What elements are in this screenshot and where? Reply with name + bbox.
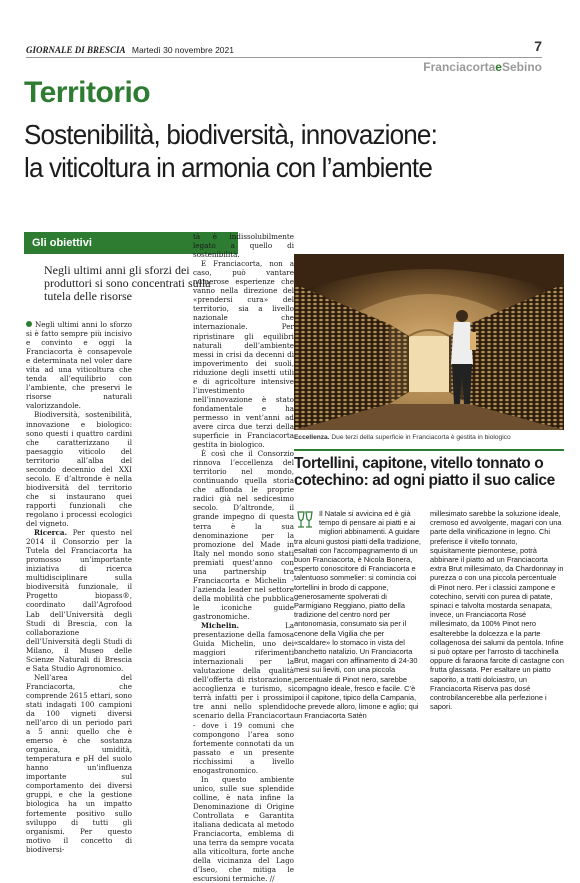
sidebar-text-1: Il Natale si avvicina ed è già tempo di pensare ai piatti e ai migliori abbinamenti. A guidare tra alcuni gustosi piatti della tradizione, esaltati con l’accompagnamento di un buon Franciacorta, è Nicola Bonera, esperto conoscitore di Franciacorta e talentuoso sommelier: si comincia coi tortellini in brodo di cappone, generosamente spolverati di Parmigiano Reggiano, piatto della tradizione del centro nord per antonomasia, consumato sia per il cenone della Vigilia che per «scaldare» lo stomaco in vista del banchetto natalizio. Un Franciacorta Brut, magari con affinamento di 24-30 mesi sui lieviti, con una piccola percentuale di Pinot nero, sarebbe compagno ideale, fresco e facile. C’è poi il capitone, tipico della Campania, che prevede alloro, limone e aglio; qui un Franciacorta Satèn <box>294 509 421 721</box>
sidebar-column-2 <box>430 509 564 711</box>
article-column-2 <box>193 232 294 883</box>
cellar-photo <box>294 254 564 430</box>
wine-cellar-illustration <box>294 254 564 430</box>
sidebar-column-1 <box>294 509 422 721</box>
headline-line-1: Sostenibilità, biodiversità, innovazione: <box>24 119 437 150</box>
wine-glass-icon <box>294 510 316 530</box>
headline <box>24 118 526 184</box>
paragraph: In questo ambiente unico, sulle sue splendide colline, è nata infine la Denominazione di Origine Controllata e Garantita italiana dedicata al metodo Franciacorta, emblema di una terra da sempre vocata alla viticoltura, forte anche della vicinanza del Lago d’Iseo, che mitiga le escursioni termiche. // <box>193 774 294 883</box>
bullet-dot-icon <box>26 321 32 327</box>
paragraph: E Franciacorta, non a caso, può vantare numerose esperienze che vanno nella direzione del «prendersi cura» del territorio, sia a livello nazionale che internazionale. Per ripristinare gli equilibri naturali dell’ambiente messi in crisi da decenni di impoverimento dei suoli, riduzione degli insetti utili e di agricolture intensive l’investimento nell’innovazione è stato fondamentale e ha permesso in vent’anni ad avere circa due terzi della superficie in Franciacorta gestita in biologico. <box>193 259 294 450</box>
paragraph: Nell’area del Franciacorta, che comprende 2615 ettari, sono stati indagati 100 campioni da 100 vigneti diversi nell’arco di un periodo pari a 5 anni: quello che è emerso è che sostanza organica, umidità, temperatura e pH del suolo hanno un’influenza importante sul comportamento dei diversi gruppi, e che la gestione biologica ha un impatto fortemente positivo sullo sviluppo di tutti gli organismi. Per questo motivo il concetto di biodiversi- <box>26 672 132 854</box>
paragraph: Michelin. La presentazione della famosa Guida Michelin, uno dei maggiori riferimenti internazionali per la valutazione della qualità dell’offerta di ristorazione, accoglienza e turismo, si terrà infatti per i prossimi tre anni nello splendido scenario della Franciacorta - dove i 19 comuni che compongono l’area sono fortemente connotati da un passato e un presente ricchissimi a livello enogastronomico. <box>193 621 294 775</box>
article-column-1 <box>26 320 132 854</box>
photo-caption: Eccellenza. Due terzi della superficie in Franciacorta è gestita in biologico <box>294 434 511 441</box>
paragraph: Ricerca. Per questo nel 2014 il Consorzio per la Tutela del Franciacorta ha promosso un’importante iniziativa di ricerca multidisciplinare sulla biodiversità funzionale, il Progetto biopass®, coordinato dall’Agrofood Lab dell’Università degli Studi di Brescia, con la collaborazione dell’Università degli Studi di Milano, il Museo delle Scienze Naturali di Brescia e Sata Studio Agronomico. <box>26 528 132 673</box>
issue-date: Martedì 30 novembre 2021 <box>131 45 234 55</box>
kicker: Territorio <box>24 76 151 109</box>
newspaper-name: GIORNALE DI BRESCIA <box>26 45 126 55</box>
subhead-rule <box>294 449 564 451</box>
box-title: Gli obiettivi <box>24 232 238 254</box>
header-rule <box>26 57 542 58</box>
sidebar-headline: Tortellini, capitone, vitello tonnato o cotechino: ad ogni piatto il suo calice <box>294 455 555 489</box>
paragraph: Biodiversità, sostenibilità, innovazione e biologico: sono questi i quattro cardini che caratterizzano il paesaggio viticolo del territorio all’alba del secondo decennio del XXI secolo. E d’altronde è nella biodiversità del territorio che si instaurano quei rapporti funzionali che regolano i processi ecologici del vigneto. <box>26 410 132 529</box>
newspaper-header <box>26 45 234 55</box>
headline-line-2: la viticoltura in armonia con l’ambiente <box>24 152 432 183</box>
section-label: FranciacortaeSebino <box>423 60 542 74</box>
page-number: 7 <box>534 38 542 54</box>
paragraph: tà è indissolubilmente legato a quello di sostenibilità. <box>193 232 294 260</box>
summary: Negli ultimi anni gli sforzi dei produttori si sono concentrati sulla tutela delle risorse <box>44 263 211 303</box>
paragraph: È così che il Consorzio rinnova l’eccellenza del territorio nel mondo, continuando quella storia che affonda le proprie radici già nel sedicesimo secolo. D’altronde, il grande impegno di questa terra è la sua denominazione per la promozione del Made in Italy nel mondo sono stati premiati quest’anno con una partnership tra Franciacorta e Michelin - l’azienda leader nel settore della mobilità che pubblica le iconiche guide gastronomiche. <box>193 449 294 621</box>
paragraph: Negli ultimi anni lo sforzo si è fatto sempre più incisivo e convinto e oggi la Franciacorta è consapevole e determinata nel voler dare vita ad una viticoltura che tenda all’equilibrio con l’ambiente, che preservi le risorse naturali valorizzandole. <box>26 320 132 411</box>
sidebar-text-2: millesimato sarebbe la soluzione ideale, cremoso ed avvolgente, magari con una parte della vinificazione in legno. Chi preferisce il vitello tonnato, squisitamente piemontese, potrà abbinare il piatto ad un Franciacorta extra Brut millesimato, da Chardonnay in purezza o con una piccola percentuale di Pinot nero. Per i classici zampone e cotechino, serviti con purea di patate, spinaci e talvolta mostarda senapata, invece, un Franciacorta Rosé millesimato, da 100% Pinot nero esalterebbe la dolcezza e la parte collagenosa dei salumi da pentola. Infine si può optare per l’arrosto di tacchinella oppure di faraona farcite di castagne con frutta glassata. Per esaltare un piatto saporito, a tratti dolciastro, un Franciacorta Riserva pas dosé controbilancerebbe alla perfezione i sapori. <box>430 509 564 712</box>
